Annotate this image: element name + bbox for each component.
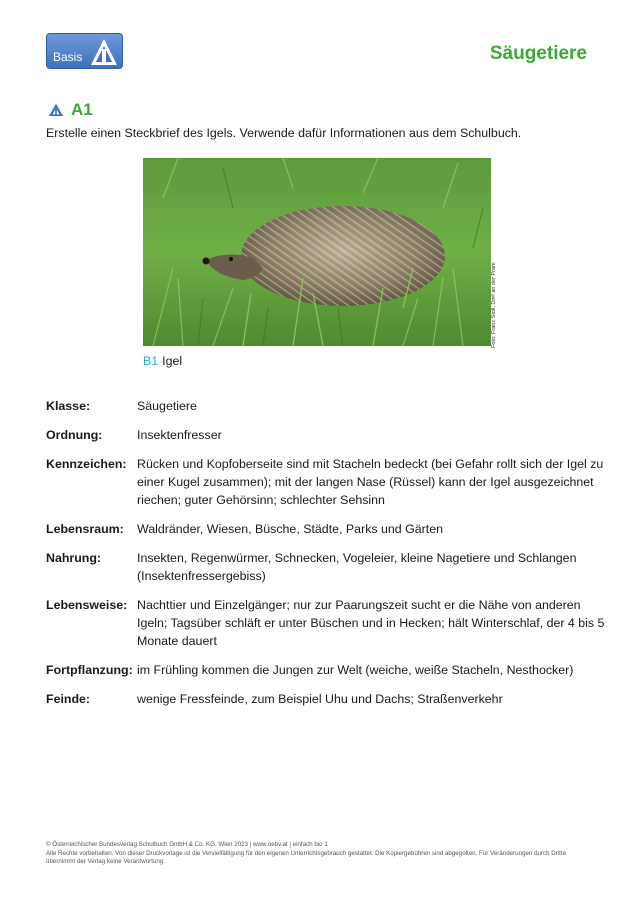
footer-copyright: © Österreichischer Bundesverlag Schulbuch GmbH & Co. KG, Wien 2023 | www.oebv.at | einfach bio 1 — [46, 841, 328, 848]
fact-value: im Frühling kommen die Jungen zur Welt (weiche, weiße Stacheln, Nesthocker) — [137, 663, 574, 677]
fact-value: Insekten, Regenwürmer, Schnecken, Vogeleier, kleine Nagetiere und Schlangen (Insektenfressergebiss) — [137, 551, 577, 583]
fact-row-nahrung — [46, 549, 606, 585]
fact-value: Rücken und Kopfoberseite sind mit Stacheln bedeckt (bei Gefahr rollt sich der Igel zu einer Kugel zusammen); mit der langen Nase (Rüssel) kann der Igel ausgezeichnet riechen; guter Gehörsinn; schlechter Sehsinn — [137, 457, 604, 507]
level-triangle-icon — [49, 104, 63, 116]
fact-row-klasse — [46, 397, 606, 415]
basis-logo — [46, 33, 123, 69]
fact-row-lebensweise — [46, 596, 606, 650]
fact-row-lebensraum — [46, 520, 606, 538]
figure-caption — [143, 354, 182, 368]
caption-text: Igel — [162, 354, 183, 368]
task-heading — [49, 100, 93, 120]
fact-row-fortpflanzung — [46, 661, 606, 679]
task-number: A1 — [71, 100, 93, 119]
fact-label: Fortpflanzung: — [46, 663, 133, 677]
fact-value: Nachttier und Einzelgänger; nur zur Paarungszeit sucht er die Nähe von anderen Igeln; Tagsüber schläft er unter Büschen und in Hecken; hält Winterschlaf, der 4 bis 5 Monate dauert — [137, 598, 605, 648]
logo-text: Basis — [53, 50, 83, 64]
fact-row-feinde — [46, 690, 606, 708]
task-instruction: Erstelle einen Steckbrief des Igels. Verwende dafür Informationen aus dem Schulbuch. — [46, 126, 522, 140]
hedgehog-photo — [143, 158, 491, 346]
triangle-icon — [89, 37, 119, 67]
fact-label: Lebensraum: — [46, 522, 124, 536]
fact-value: wenige Fressfeinde, zum Beispiel Uhu und Dachs; Straßenverkehr — [137, 692, 503, 706]
fact-label: Klasse: — [46, 399, 91, 413]
fact-label: Ordnung: — [46, 428, 103, 442]
fact-label: Lebensweise: — [46, 598, 128, 612]
fact-value: Insektenfresser — [137, 428, 222, 442]
photo-credit: Foto: Franz Stoll, Dorf an der Pram — [491, 262, 497, 348]
fact-label: Feinde: — [46, 692, 91, 706]
fact-value: Säugetiere — [137, 399, 197, 413]
caption-number: B1 — [143, 354, 159, 368]
footer — [46, 841, 586, 867]
footer-rights: Alle Rechte vorbehalten. Von dieser Druckvorlage ist die Vervielfältigung für den eigenen Unterrichtsgebrauch gestattet. Die Kopiergebühren sind abgegolten. Für Veränderungen durch Dritte übernimmt der Verlag keine Verantwortung. — [46, 849, 567, 865]
page-title: Säugetiere — [489, 43, 587, 64]
fact-row-kennzeichen — [46, 455, 606, 509]
fact-value: Waldränder, Wiesen, Büsche, Städte, Parks und Gärten — [137, 522, 444, 536]
fact-label: Nahrung: — [46, 551, 102, 565]
fact-row-ordnung — [46, 426, 606, 444]
fact-label: Kennzeichen: — [46, 457, 127, 471]
fact-sheet — [46, 397, 606, 719]
